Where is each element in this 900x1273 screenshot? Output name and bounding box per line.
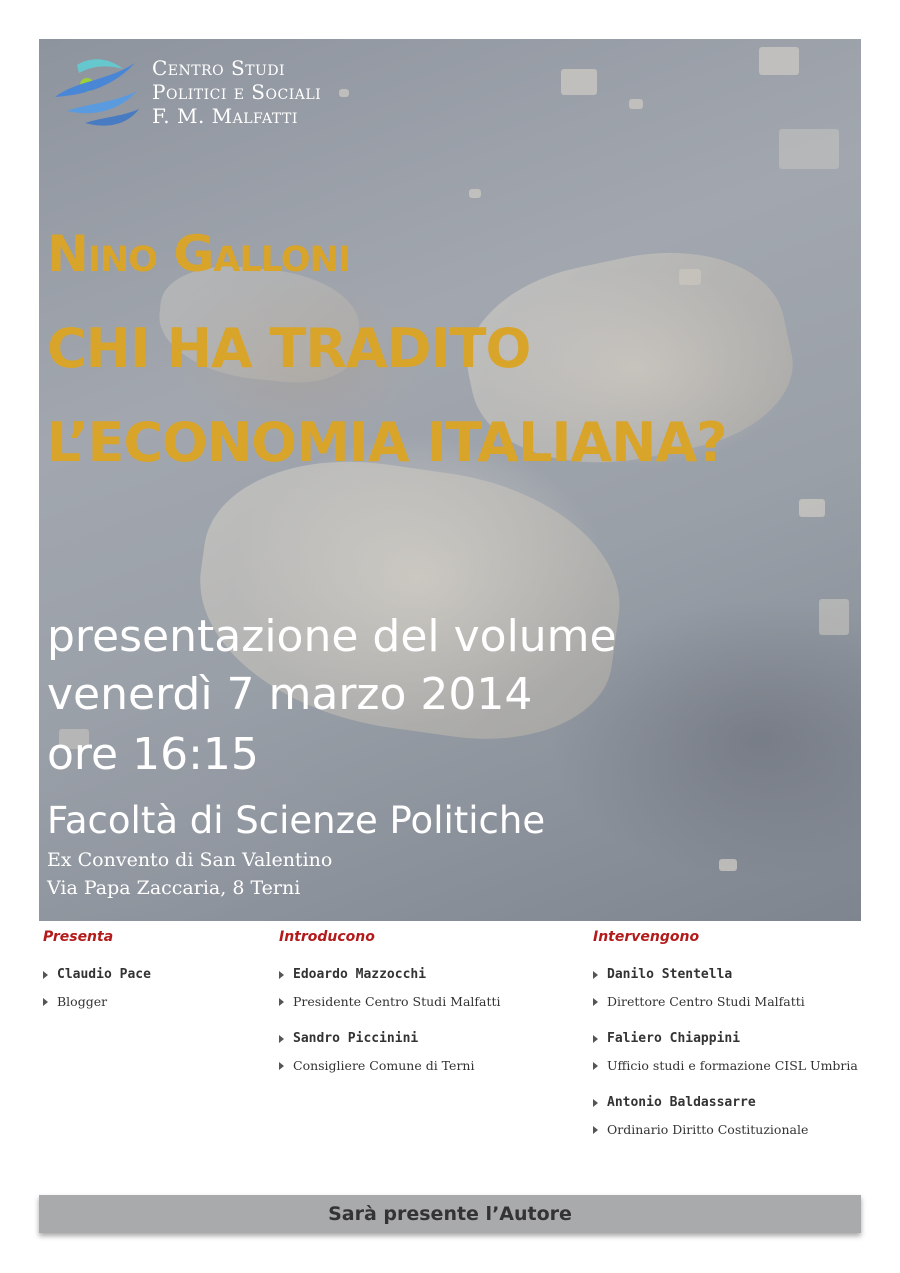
event-type: presentazione del volume <box>47 611 617 662</box>
author-name: Nino Galloni <box>47 225 350 283</box>
speaker-role: Ufficio studi e formazione CISL Umbria <box>607 1058 858 1073</box>
bullet-icon <box>279 1035 284 1043</box>
column-intervengono <box>593 929 858 1159</box>
speaker-name: Sandro Piccinini <box>293 1031 419 1046</box>
bullet-icon <box>593 998 598 1006</box>
org-line-2: Politici e Sociali <box>152 80 322 104</box>
bullet-icon <box>279 971 284 979</box>
footer-banner <box>39 1195 861 1233</box>
speaker-entry <box>279 1031 501 1073</box>
bullet-icon <box>279 1062 284 1070</box>
speaker-entry <box>593 1095 858 1137</box>
bullet-icon <box>593 1062 598 1070</box>
speaker-entry <box>593 967 858 1009</box>
bullet-icon <box>279 998 284 1006</box>
address-line-2: Via Papa Zaccaria, 8 Terni <box>47 877 301 899</box>
poster-photo <box>39 39 861 921</box>
bullet-icon <box>43 998 48 1006</box>
bullet-icon <box>593 971 598 979</box>
column-heading: Presenta <box>43 929 114 945</box>
column-heading: Intervengono <box>593 929 700 945</box>
book-title-line-2: L’ECONOMIA ITALIANA? <box>47 411 727 474</box>
address-line-1: Ex Convento di San Valentino <box>47 849 333 871</box>
footer-text: Sarà presente l’Autore <box>328 1203 572 1225</box>
book-title-line-1: CHI HA TRADITO <box>47 317 531 380</box>
bullet-icon <box>593 1035 598 1043</box>
column-presenta <box>43 929 151 1031</box>
bullet-icon <box>43 971 48 979</box>
speaker-role: Blogger <box>57 994 108 1009</box>
logo-icon <box>49 51 139 131</box>
column-introducono <box>279 929 501 1095</box>
org-line-3: F. M. Malfatti <box>152 104 298 128</box>
event-time: ore 16:15 <box>47 729 259 780</box>
speaker-entry <box>279 967 501 1009</box>
organization-name <box>152 56 321 128</box>
speaker-entry <box>593 1031 858 1073</box>
speaker-name: Edoardo Mazzocchi <box>293 967 427 982</box>
speaker-role: Consigliere Comune di Terni <box>293 1058 475 1073</box>
bullet-icon <box>593 1126 598 1134</box>
speaker-name: Claudio Pace <box>57 967 151 982</box>
speaker-role: Ordinario Diritto Costituzionale <box>607 1122 809 1137</box>
speaker-role: Presidente Centro Studi Malfatti <box>293 994 501 1009</box>
event-venue: Facoltà di Scienze Politiche <box>47 799 546 842</box>
column-heading: Introducono <box>279 929 375 945</box>
speaker-entry <box>43 967 151 1009</box>
speaker-name: Faliero Chiappini <box>607 1031 741 1046</box>
event-date: venerdì 7 marzo 2014 <box>47 669 533 720</box>
speaker-role: Direttore Centro Studi Malfatti <box>607 994 805 1009</box>
speaker-name: Antonio Baldassarre <box>607 1095 756 1110</box>
bullet-icon <box>593 1099 598 1107</box>
speaker-name: Danilo Stentella <box>607 967 733 982</box>
org-line-1: Centro Studi <box>152 56 286 80</box>
